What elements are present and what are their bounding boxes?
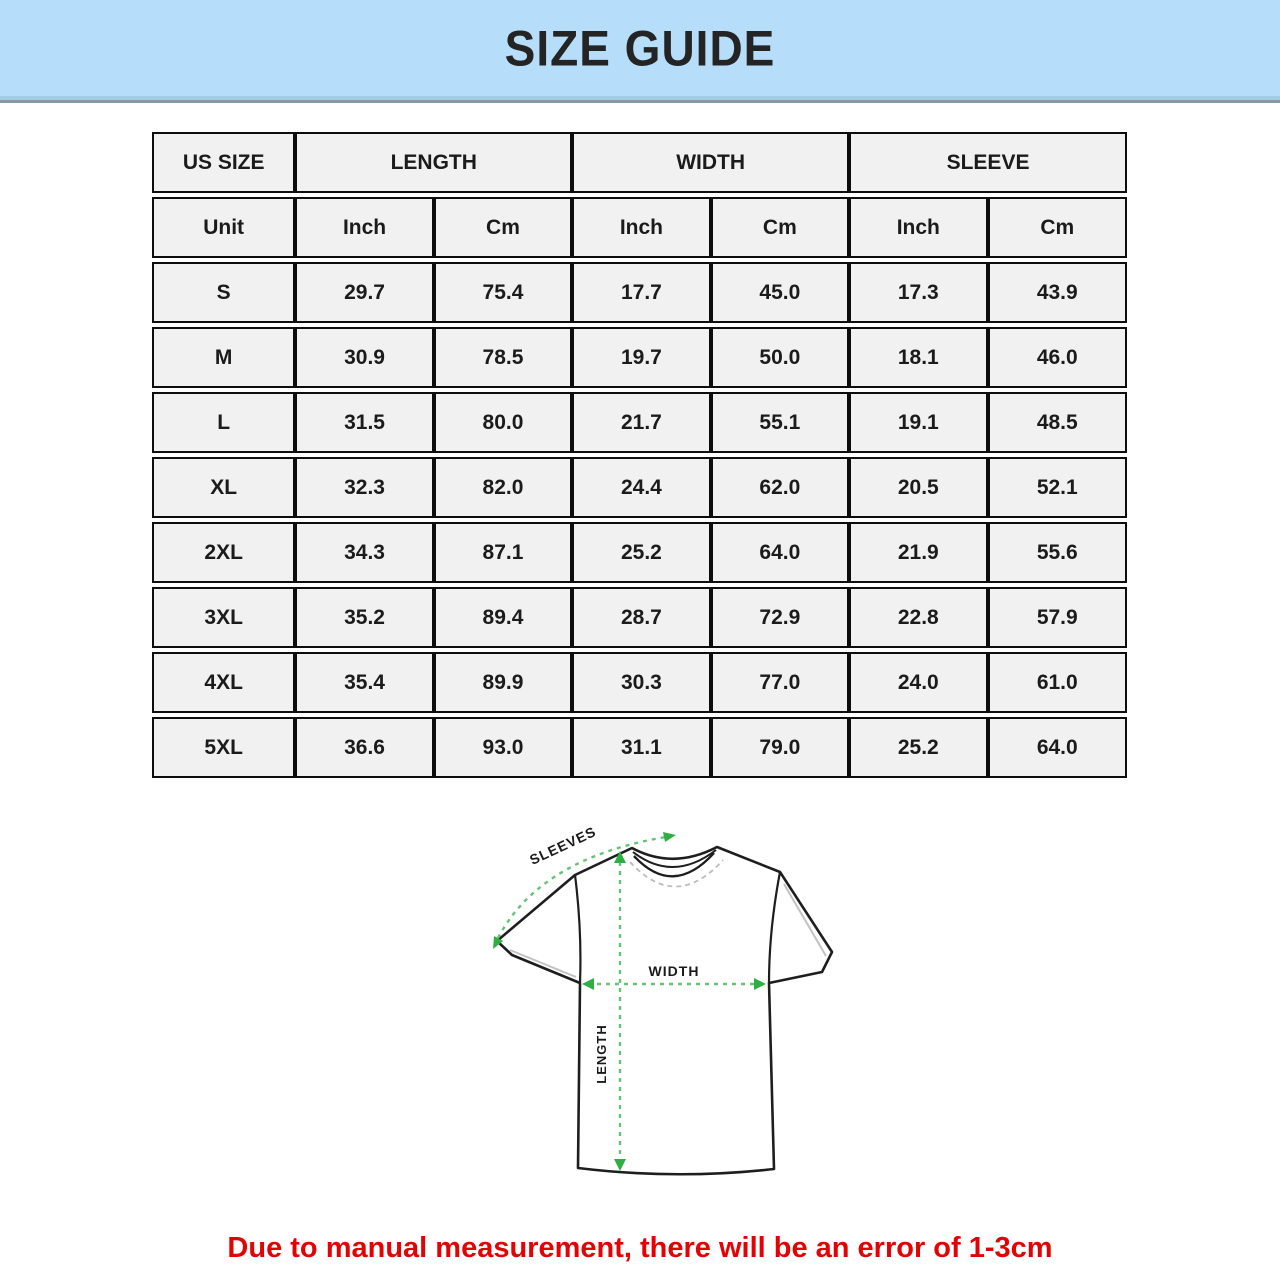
size-cell: M: [152, 327, 295, 388]
size-cell: 4XL: [152, 652, 295, 713]
table-row: [152, 392, 1127, 453]
value-cell: 31.5: [295, 392, 433, 453]
size-cell: 3XL: [152, 587, 295, 648]
value-cell: 77.0: [711, 652, 849, 713]
value-cell: 62.0: [711, 457, 849, 518]
value-cell: 80.0: [434, 392, 572, 453]
unit-sleeve-cm: Cm: [988, 197, 1128, 258]
size-cell: S: [152, 262, 295, 323]
value-cell: 52.1: [988, 457, 1128, 518]
unit-length-cm: Cm: [434, 197, 572, 258]
sleeves-label: SLEEVES: [527, 823, 599, 868]
width-label: WIDTH: [648, 963, 700, 979]
banner-divider-gray: [0, 100, 1280, 103]
unit-header: Unit: [152, 197, 295, 258]
tshirt-measurement-diagram: [440, 800, 880, 1220]
page-title: SIZE GUIDE: [504, 19, 776, 77]
size-cell: XL: [152, 457, 295, 518]
value-cell: 64.0: [988, 717, 1128, 778]
value-cell: 31.1: [572, 717, 710, 778]
col-header-sleeve: SLEEVE: [849, 132, 1127, 193]
value-cell: 82.0: [434, 457, 572, 518]
table-row: [152, 262, 1127, 323]
value-cell: 25.2: [572, 522, 710, 583]
col-header-us-size: US SIZE: [152, 132, 295, 193]
value-cell: 35.2: [295, 587, 433, 648]
value-cell: 48.5: [988, 392, 1128, 453]
size-cell: L: [152, 392, 295, 453]
table-row: [152, 717, 1127, 778]
value-cell: 21.7: [572, 392, 710, 453]
value-cell: 89.4: [434, 587, 572, 648]
table-row: [152, 652, 1127, 713]
value-cell: 29.7: [295, 262, 433, 323]
col-header-length: LENGTH: [295, 132, 572, 193]
value-cell: 20.5: [849, 457, 987, 518]
value-cell: 32.3: [295, 457, 433, 518]
value-cell: 50.0: [711, 327, 849, 388]
measurement-error-note: Due to manual measurement, there will be an error of 1-3cm: [227, 1232, 1053, 1264]
header-banner: [0, 0, 1280, 96]
value-cell: 17.7: [572, 262, 710, 323]
value-cell: 57.9: [988, 587, 1128, 648]
value-cell: 89.9: [434, 652, 572, 713]
length-label: LENGTH: [594, 1024, 609, 1084]
size-cell: 5XL: [152, 717, 295, 778]
value-cell: 18.1: [849, 327, 987, 388]
value-cell: 79.0: [711, 717, 849, 778]
table-group-header-row: [152, 132, 1127, 193]
value-cell: 24.0: [849, 652, 987, 713]
value-cell: 72.9: [711, 587, 849, 648]
size-cell: 2XL: [152, 522, 295, 583]
sleeves-arrow-top-icon: [663, 832, 676, 842]
table-row: [152, 587, 1127, 648]
tshirt-outline: [497, 847, 832, 1174]
value-cell: 30.3: [572, 652, 710, 713]
value-cell: 61.0: [988, 652, 1128, 713]
value-cell: 75.4: [434, 262, 572, 323]
unit-width-cm: Cm: [711, 197, 849, 258]
value-cell: 34.3: [295, 522, 433, 583]
value-cell: 19.7: [572, 327, 710, 388]
value-cell: 21.9: [849, 522, 987, 583]
value-cell: 35.4: [295, 652, 433, 713]
unit-sleeve-inch: Inch: [849, 197, 987, 258]
unit-length-inch: Inch: [295, 197, 433, 258]
value-cell: 87.1: [434, 522, 572, 583]
value-cell: 28.7: [572, 587, 710, 648]
value-cell: 78.5: [434, 327, 572, 388]
unit-width-inch: Inch: [572, 197, 710, 258]
value-cell: 93.0: [434, 717, 572, 778]
value-cell: 22.8: [849, 587, 987, 648]
value-cell: 19.1: [849, 392, 987, 453]
value-cell: 43.9: [988, 262, 1128, 323]
value-cell: 45.0: [711, 262, 849, 323]
value-cell: 55.1: [711, 392, 849, 453]
value-cell: 64.0: [711, 522, 849, 583]
value-cell: 25.2: [849, 717, 987, 778]
size-table: [152, 128, 1127, 782]
table-row: [152, 327, 1127, 388]
value-cell: 55.6: [988, 522, 1128, 583]
value-cell: 46.0: [988, 327, 1128, 388]
value-cell: 36.6: [295, 717, 433, 778]
table-unit-row: [152, 197, 1127, 258]
value-cell: 30.9: [295, 327, 433, 388]
table-row: [152, 522, 1127, 583]
value-cell: 17.3: [849, 262, 987, 323]
value-cell: 24.4: [572, 457, 710, 518]
table-row: [152, 457, 1127, 518]
col-header-width: WIDTH: [572, 132, 849, 193]
